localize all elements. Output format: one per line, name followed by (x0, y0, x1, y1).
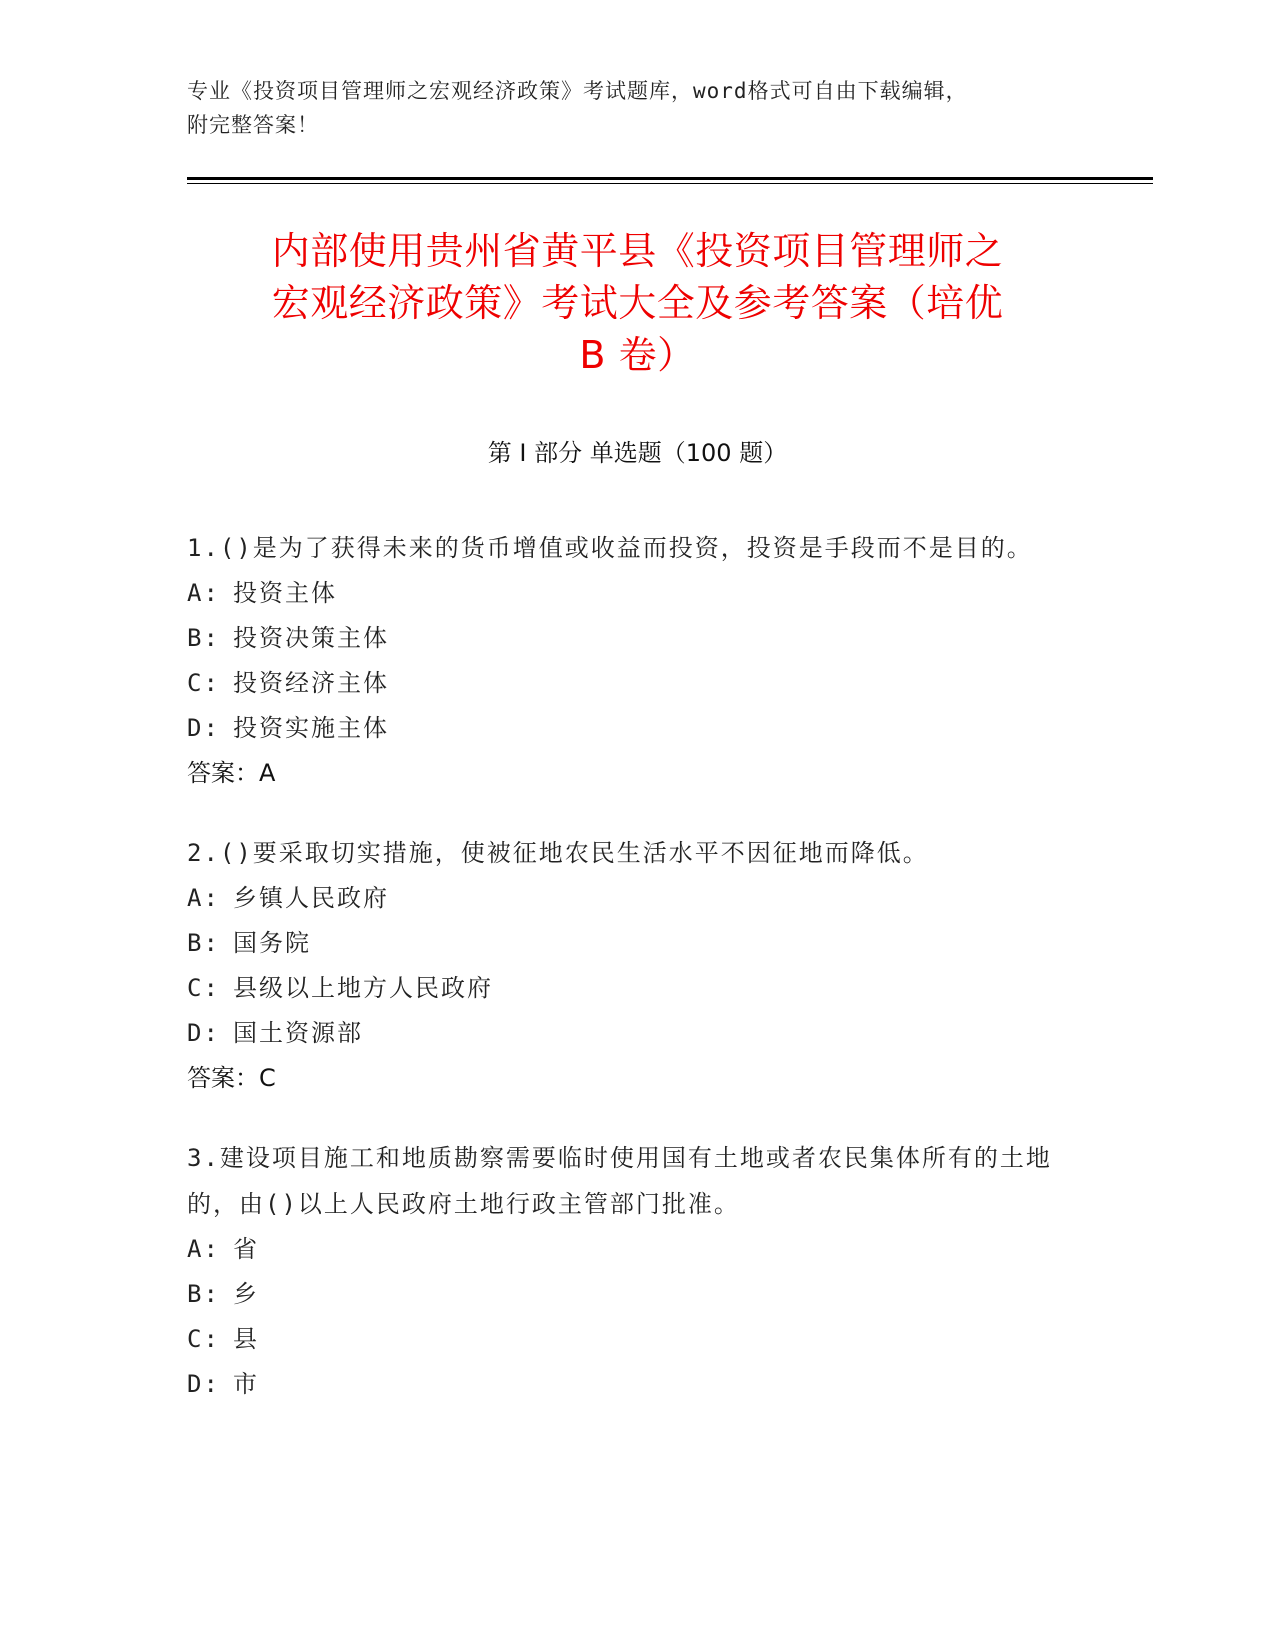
option-key: A: (187, 579, 220, 607)
option-key: C: (187, 1325, 220, 1353)
question-3 (187, 1135, 1067, 1407)
option-d (187, 1362, 1067, 1407)
option-key: D: (187, 714, 220, 742)
question-1 (187, 525, 1067, 796)
option-text: 乡 (233, 1280, 259, 1308)
option-key: D: (187, 1019, 220, 1047)
option-text: 国务院 (233, 929, 311, 957)
option-b (187, 616, 1067, 661)
option-text: 投资实施主体 (233, 714, 389, 742)
option-key: A: (187, 1235, 220, 1263)
section-title: 第 I 部分 单选题（100 题） (487, 439, 788, 467)
question-2 (187, 830, 1067, 1101)
option-text: 省 (233, 1235, 259, 1263)
option-text: 投资决策主体 (233, 624, 389, 652)
option-key: B: (187, 929, 220, 957)
header-divider-thick (187, 177, 1153, 180)
option-d (187, 1011, 1067, 1056)
option-c (187, 1317, 1067, 1362)
option-c (187, 966, 1067, 1011)
option-text: 投资经济主体 (233, 669, 389, 697)
option-key: B: (187, 624, 220, 652)
document-title-line-1: 内部使用贵州省黄平县《投资项目管理师之 (271, 229, 1004, 273)
header-note-line-1: 专业《投资项目管理师之宏观经济政策》考试题库，word格式可自由下载编辑， (187, 79, 968, 103)
option-a (187, 571, 1067, 616)
option-text: 县 (233, 1325, 259, 1353)
answer-text: 答案：C (187, 1064, 276, 1092)
question-stem: 2.()要采取切实措施，使被征地农民生活水平不因征地而降低。 (187, 839, 929, 867)
option-text: 乡镇人民政府 (233, 884, 389, 912)
option-a (187, 1227, 1067, 1272)
option-text: 投资主体 (233, 579, 337, 607)
option-c (187, 661, 1067, 706)
header-note-line-2: 附完整答案！ (187, 113, 319, 137)
question-stem: 1.()是为了获得未来的货币增值或收益而投资，投资是手段而不是目的。 (187, 534, 1033, 562)
option-key: D: (187, 1370, 220, 1398)
document-title-line-2: 宏观经济政策》考试大全及参考答案（培优 (271, 281, 1004, 325)
option-key: C: (187, 669, 220, 697)
header-divider-thin (187, 183, 1153, 184)
document-title-line-3: B 卷） (579, 333, 696, 377)
option-text: 国土资源部 (233, 1019, 363, 1047)
document-title (180, 225, 1095, 381)
option-b (187, 1272, 1067, 1317)
option-text: 市 (233, 1370, 259, 1398)
option-key: B: (187, 1280, 220, 1308)
answer-text: 答案：A (187, 759, 276, 787)
option-text: 县级以上地方人民政府 (233, 974, 493, 1002)
option-a (187, 876, 1067, 921)
option-d (187, 706, 1067, 751)
header-note (187, 74, 1067, 142)
question-stem: 3.建设项目施工和地质勘察需要临时使用国有土地或者农民集体所有的土地的，由()以上人民政府土地行政主管部门批准。 (187, 1144, 1052, 1218)
question-list (187, 525, 1067, 1441)
option-b (187, 921, 1067, 966)
option-key: A: (187, 884, 220, 912)
option-key: C: (187, 974, 220, 1002)
